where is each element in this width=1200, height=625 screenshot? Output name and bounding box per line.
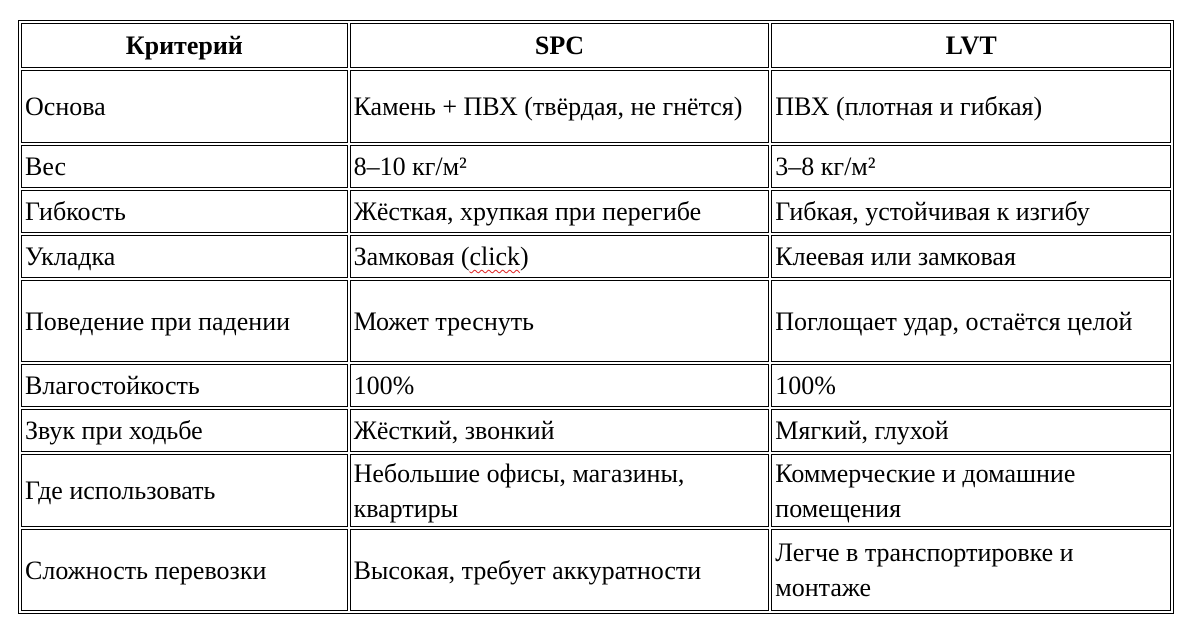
spc-cell: Может треснуть — [350, 280, 770, 362]
spc-cell: 8–10 кг/м² — [350, 145, 770, 188]
spc-cell: Камень + ПВХ (твёрдая, не гнётся) — [350, 70, 770, 143]
table-row — [21, 529, 1171, 611]
table-row — [21, 235, 1171, 278]
spc-cell — [350, 235, 770, 278]
spc-cell: Жёсткий, звонкий — [350, 409, 770, 452]
table-row — [21, 190, 1171, 233]
lvt-cell: Коммерческие и домашние помещения — [771, 454, 1171, 527]
criterion-cell: Сложность перевозки — [21, 529, 348, 611]
lvt-cell: Легче в транспортировке и монтаже — [771, 529, 1171, 611]
criterion-cell: Гибкость — [21, 190, 348, 233]
header-criterion: Критерий — [21, 23, 348, 68]
lvt-cell: Поглощает удар, остаётся целой — [771, 280, 1171, 362]
lvt-cell: 3–8 кг/м² — [771, 145, 1171, 188]
header-lvt: LVT — [771, 23, 1171, 68]
spc-cell: Жёсткая, хрупкая при перегибе — [350, 190, 770, 233]
criterion-cell: Звук при ходьбе — [21, 409, 348, 452]
spc-lvt-comparison-table — [18, 20, 1174, 614]
table-row — [21, 454, 1171, 527]
criterion-cell: Укладка — [21, 235, 348, 278]
table-row — [21, 409, 1171, 452]
criterion-cell: Поведение при падении — [21, 280, 348, 362]
spc-cell: Небольшие офисы, магазины, квартиры — [350, 454, 770, 527]
criterion-cell: Влагостойкость — [21, 364, 348, 407]
table-row — [21, 70, 1171, 143]
criterion-cell: Основа — [21, 70, 348, 143]
comparison-table-container — [18, 20, 1174, 614]
lvt-cell: 100% — [771, 364, 1171, 407]
lvt-cell: Гибкая, устойчивая к изгибу — [771, 190, 1171, 233]
criterion-cell: Где использовать — [21, 454, 348, 527]
lvt-cell: Клеевая или замковая — [771, 235, 1171, 278]
header-spc: SPC — [350, 23, 770, 68]
spc-cell: Высокая, требует аккуратности — [350, 529, 770, 611]
text-suffix: ) — [520, 242, 529, 271]
spellcheck-underlined-word[interactable]: click — [469, 242, 521, 271]
header-row — [21, 23, 1171, 68]
spc-cell: 100% — [350, 364, 770, 407]
table-row — [21, 280, 1171, 362]
table-row — [21, 145, 1171, 188]
lvt-cell: ПВХ (плотная и гибкая) — [771, 70, 1171, 143]
criterion-cell: Вес — [21, 145, 348, 188]
table-row — [21, 364, 1171, 407]
lvt-cell: Мягкий, глухой — [771, 409, 1171, 452]
text-prefix: Замковая ( — [353, 242, 470, 271]
